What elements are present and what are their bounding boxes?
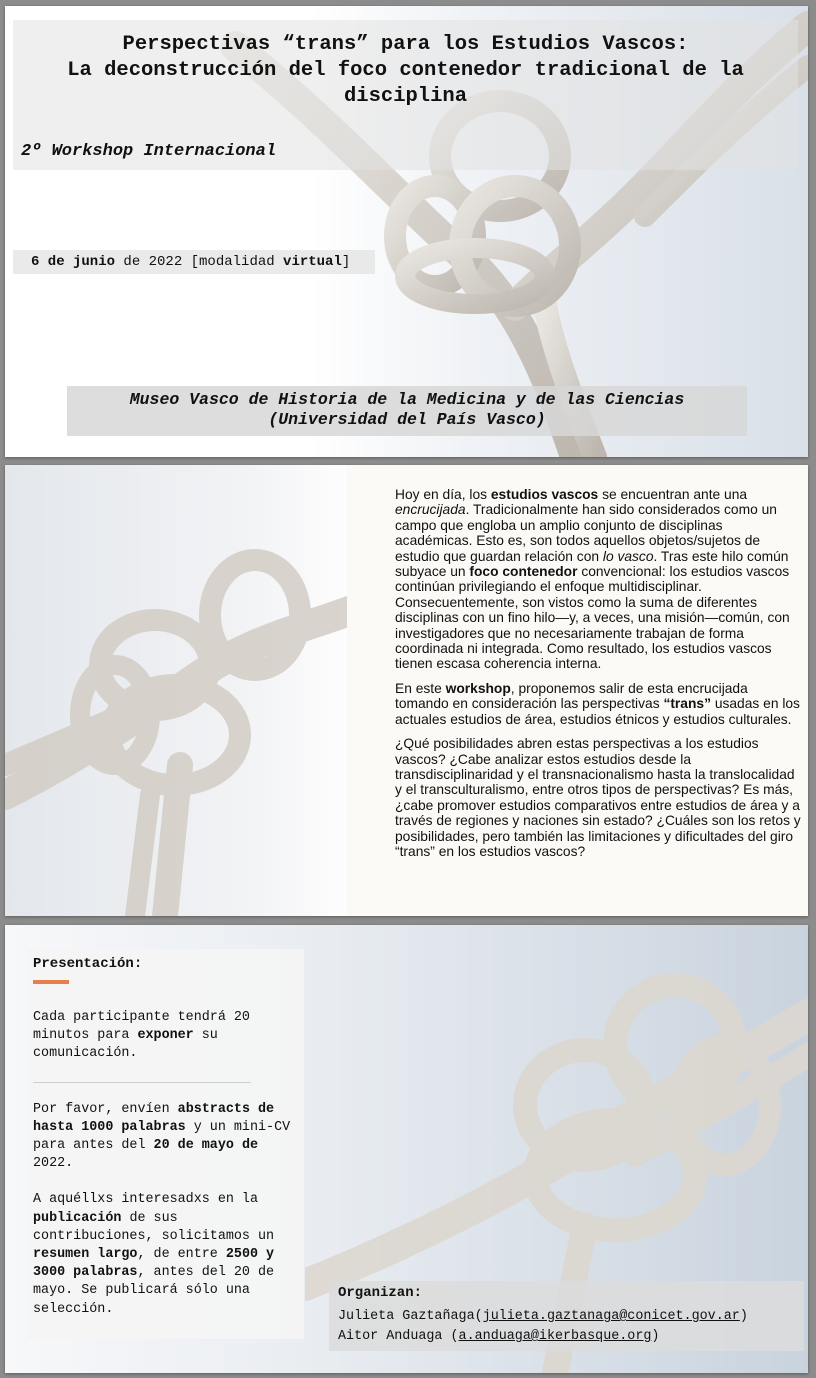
paragraph-abstracts: Por favor, envíen abstracts de hasta 1000 palabras y un mini-CV para antes del 20 de mayo de 2022. <box>33 1101 291 1172</box>
rope-knot-image <box>5 465 365 916</box>
presentation-heading: Presentación: <box>33 956 143 972</box>
date-mode: virtual <box>283 254 342 270</box>
venue-line-2: (Universidad del País Vasco) <box>268 410 546 429</box>
accent-divider <box>33 980 69 984</box>
organizers-heading: Organizan: <box>338 1285 423 1301</box>
organizer-2-email-link[interactable]: a.anduaga@ikerbasque.org <box>458 1329 652 1344</box>
description-text <box>395 487 801 868</box>
slide-description <box>5 465 808 916</box>
paragraph-publication: A aquéllxs interesadxs en la publicación de sus contribuciones, solicitamos un resumen largo, de entre 2500 y 3000 palabras, antes del 20 de mayo. Se publicará sólo una selección. <box>33 1192 275 1317</box>
event-date <box>13 250 375 274</box>
event-venue <box>67 386 747 436</box>
text-divider <box>33 1082 251 1083</box>
venue-line-1: Museo Vasco de Historia de la Medicina y de las Ciencias <box>129 390 685 409</box>
organizer-2: Aitor Anduaga (a.anduaga@ikerbasque.org) <box>338 1329 660 1344</box>
paragraph-intro: Hoy en día, los estudios vascos se encuentran ante una encrucijada. Tradicionalmente han sido considerados como un campo que engloba un amplio conjunto de disciplinas académicas. Esto es, son todos aquellos objetos/sujetos de estudio que guardan relación con lo vasco. Tras este hilo común subyace un foco contenedor convencional: los estudios vascos continúan privilegiando el enfoque multidisciplinar. Consecuentemente, son vistos como la suma de diferentes disciplinas con un fino hilo—y, a veces, una misión—común, con investigadores que no necesariamente trabajan de forma coordinada ni integrada. Como resultado, los estudios vascos tienen escasa coherencia interna. <box>395 487 790 672</box>
title-line-2: La deconstrucción del foco contenedor tradicional de la <box>67 59 744 82</box>
title-line-1: Perspectivas “trans” para los Estudios Vascos: <box>122 33 689 56</box>
event-title <box>13 32 798 110</box>
slide-presentation <box>5 925 808 1373</box>
event-subtitle: 2º Workshop Internacional <box>21 142 277 161</box>
organizer-1-email-link[interactable]: julieta.gaztanaga@conicet.gov.ar <box>482 1309 740 1324</box>
organizer-1: Julieta Gaztañaga(julieta.gaztanaga@conicet.gov.ar) <box>338 1309 748 1324</box>
date-year: de 2022 [modalidad <box>115 254 284 270</box>
paragraph-questions: ¿Qué posibilidades abren estas perspectivas a los estudios vascos? ¿Cabe analizar estos estudios desde la transdisciplinaridad y el transnacionalismo hasta la translocalidad y el transculturalismo, entre otros tipos de perspectivas? Es más, ¿cabe promover estudios comparativos entre estudios de área y a través de regiones y naciones sin estado? ¿Cuáles son los retos y posibilidades, pero también las limitaciones y dificultades del giro “trans” en los estudios vascos? <box>395 736 801 859</box>
date-day: 6 de junio <box>31 254 116 270</box>
slide-title <box>5 6 808 457</box>
presentation-text <box>33 1009 291 1337</box>
title-line-3: disciplina <box>343 85 468 108</box>
paragraph-time: Cada participante tendrá 20 minutos para exponer su comunicación. <box>33 1010 250 1062</box>
date-close: ] <box>341 254 351 270</box>
paragraph-proposal: En este workshop, proponemos salir de esta encrucijada tomando en consideración las perspectivas “trans” usadas en los actuales estudios de área, estudios étnicos y estudios culturales. <box>395 680 800 727</box>
